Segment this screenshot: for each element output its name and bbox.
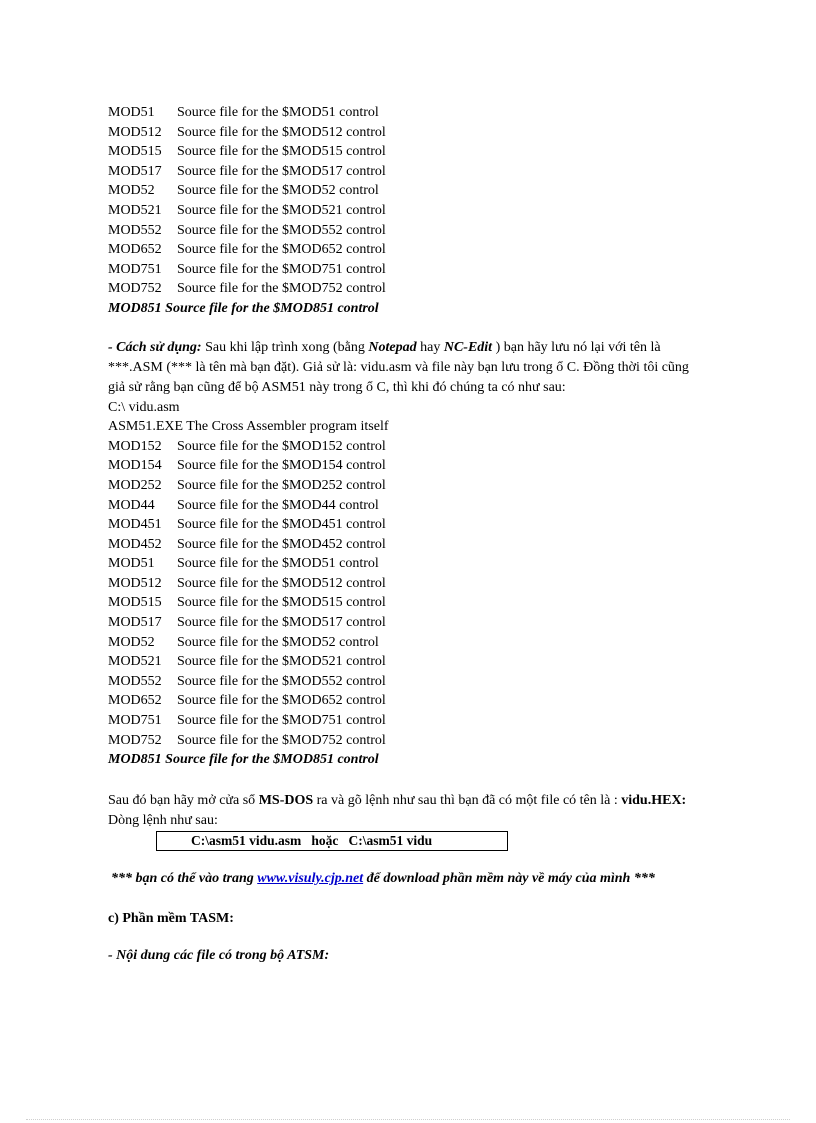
file-list-row [108, 103, 708, 123]
file-list-row [108, 652, 708, 672]
file-name: MOD515 [108, 595, 162, 611]
file-list-row [108, 593, 708, 613]
file-description: Source file for the $MOD552 control [177, 673, 386, 689]
file-description: Source file for the $MOD521 control [177, 654, 386, 670]
file-list-row [108, 633, 708, 653]
file-name: MOD512 [108, 575, 162, 591]
file-name: MOD52 [108, 634, 155, 650]
asm-line: ASM51.EXE The Cross Assembler program itself [108, 419, 389, 435]
file-list-row [108, 181, 708, 201]
file-description: Source file for the $MOD252 control [177, 477, 386, 493]
usage-heading: - Cách sử dụng: [108, 339, 202, 355]
file-list-1 [108, 103, 708, 299]
file-description: Source file for the $MOD517 control [177, 163, 386, 179]
file-description: Source file for the $MOD515 control [177, 595, 386, 611]
file-description: Source file for the $MOD552 control [177, 222, 386, 238]
file-list-row [108, 240, 708, 260]
file-name: MOD512 [108, 124, 162, 140]
file-list-row [108, 476, 708, 496]
file-list-row [108, 123, 708, 143]
file-list-row [108, 554, 708, 574]
file-description: Source file for the $MOD51 control [177, 105, 379, 120]
file-description: Source file for the $MOD451 control [177, 517, 386, 533]
file-name: MOD752 [108, 281, 162, 297]
file-list-row [108, 142, 708, 162]
file-description: Source file for the $MOD515 control [177, 144, 386, 160]
file-name: MOD152 [108, 438, 162, 454]
file-name: MOD51 [108, 556, 155, 572]
file-list-row [108, 221, 708, 241]
file-name: MOD51 [108, 105, 155, 120]
file-name: MOD752 [108, 732, 162, 748]
file-name: MOD552 [108, 673, 162, 689]
file-name: MOD252 [108, 477, 162, 493]
file-description: Source file for the $MOD512 control [177, 575, 386, 591]
tasm-content-heading: - Nội dung các file có trong bộ ATSM: [108, 948, 330, 964]
file-name: MOD521 [108, 202, 162, 218]
file-name: MOD652 [108, 242, 162, 258]
file-description: Source file for the $MOD52 control [177, 183, 379, 199]
file-description: Source file for the $MOD44 control [177, 497, 379, 513]
file-name: MOD517 [108, 615, 162, 631]
file-description: Source file for the $MOD154 control [177, 458, 386, 474]
path-line: C:\ vidu.asm [108, 399, 180, 415]
file-name: MOD552 [108, 222, 162, 238]
ncedit-label: NC-Edit [443, 339, 493, 355]
tasm-heading: c) Phần mềm TASM: [108, 910, 234, 926]
file-list-row [108, 162, 708, 182]
download-note: *** bạn có thể vào trang www.visuly.cjp.net để download phần mềm này về máy của mình *** [111, 870, 655, 886]
file-description: Source file for the $MOD51 control [177, 556, 379, 572]
file-name: MOD52 [108, 183, 155, 199]
file-description: Source file for the $MOD652 control [177, 693, 386, 709]
file-description: Source file for the $MOD512 control [177, 124, 386, 140]
file-list-2-last: MOD851 Source file for the $MOD851 control [108, 752, 379, 768]
file-list-row [108, 515, 708, 535]
file-list-row [108, 574, 708, 594]
file-name: MOD452 [108, 536, 162, 552]
file-description: Source file for the $MOD751 control [177, 261, 386, 277]
file-description: Source file for the $MOD452 control [177, 536, 386, 552]
msdos-paragraph: Sau đó bạn hãy mở cửa sổ MS-DOS ra và gõ lệnh như sau thì bạn đã có một file có tên là : vidu.HEX: Dòng lệnh như sau: [108, 792, 687, 828]
file-name: MOD515 [108, 144, 162, 160]
file-description: Source file for the $MOD751 control [177, 713, 386, 729]
file-list-row [108, 711, 708, 731]
hex-label: vidu.HEX: [621, 792, 687, 808]
file-list-row [108, 496, 708, 516]
file-name: MOD451 [108, 517, 162, 533]
file-name: MOD652 [108, 693, 162, 709]
file-description: Source file for the $MOD152 control [177, 438, 386, 454]
page-bottom-rule [26, 1119, 790, 1120]
file-list-row [108, 279, 708, 299]
file-description: Source file for the $MOD517 control [177, 615, 386, 631]
file-name: MOD751 [108, 713, 162, 729]
file-name: MOD44 [108, 497, 155, 513]
file-description: Source file for the $MOD652 control [177, 242, 386, 258]
file-name: MOD517 [108, 163, 162, 179]
notepad-label: Notepad [368, 339, 417, 355]
document-page [108, 103, 708, 966]
file-name: MOD521 [108, 654, 162, 670]
download-link[interactable]: www.visuly.cjp.net [257, 870, 364, 886]
file-list-row [108, 691, 708, 711]
file-description: Source file for the $MOD752 control [177, 281, 386, 297]
file-list-row [108, 437, 708, 457]
file-list-row [108, 613, 708, 633]
file-description: Source file for the $MOD752 control [177, 732, 386, 748]
msdos-label: MS-DOS [258, 792, 314, 808]
file-name: MOD751 [108, 261, 162, 277]
file-description: Source file for the $MOD52 control [177, 634, 379, 650]
file-list-row [108, 672, 708, 692]
file-list-row [108, 731, 708, 751]
file-list-1-last: MOD851 Source file for the $MOD851 control [108, 300, 379, 316]
file-name: MOD154 [108, 458, 162, 474]
command-box: C:\asm51 vidu.asm hoặc C:\asm51 vidu [156, 831, 508, 851]
file-list-row [108, 260, 708, 280]
file-list-row [108, 456, 708, 476]
file-list-2 [108, 437, 708, 751]
file-list-row [108, 535, 708, 555]
file-list-row [108, 201, 708, 221]
file-description: Source file for the $MOD521 control [177, 202, 386, 218]
usage-paragraph: - Cách sử dụng: Sau khi lập trình xong (bằng Notepad hay NC-Edit ) bạn hãy lưu nó lại với tên là ***.ASM (*** là tên mà bạn đặt). Giả sử là: vidu.asm và file này bạn lưu trong ổ C. Đồng thời tôi cũng giả sử rằng bạn cũng để bộ ASM51 này trong ổ C, thì khi đó chúng ta có như sau: [108, 339, 689, 395]
